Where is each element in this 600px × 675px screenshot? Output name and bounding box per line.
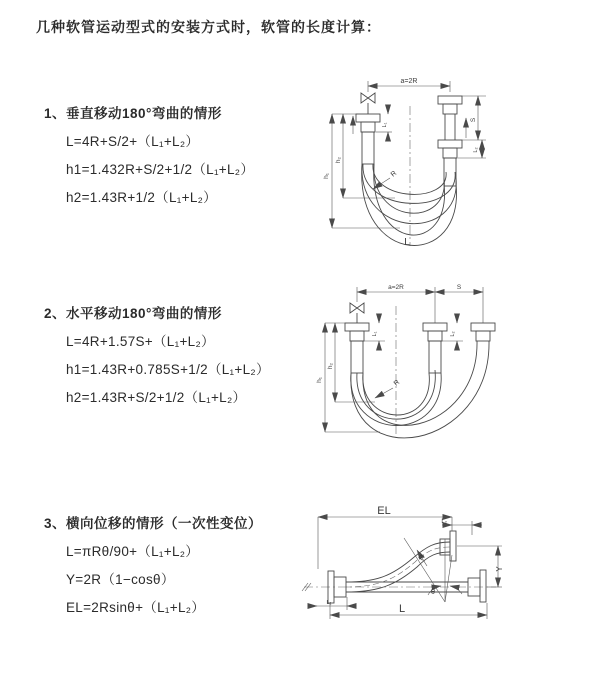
dim-label-h2: h₂ xyxy=(335,156,342,164)
displaced-flange-fitting xyxy=(440,531,456,561)
dim-label-l1: L₁ xyxy=(372,331,378,337)
hose-u-bend xyxy=(351,341,489,438)
lateral-displacement-diagram xyxy=(300,495,600,665)
dim-label-theta: θ xyxy=(430,587,436,596)
hose-u-bend xyxy=(362,164,457,245)
dim-label-a2r: a=2R xyxy=(388,284,404,291)
formula-line: EL=2Rsinθ+（L₁+L₂） xyxy=(66,600,206,615)
dim-label-h1: h₁ xyxy=(323,173,330,179)
displaced-flange-fitting xyxy=(471,323,495,341)
dim-label-l1: L₁ xyxy=(326,600,332,606)
right-flange-fitting xyxy=(438,96,462,186)
dim-label-l: L xyxy=(404,237,410,248)
section-2-heading: 2、水平移动180°弯曲的情形 xyxy=(44,306,222,321)
dim-label-r: R xyxy=(392,378,402,388)
horizontal-bend-diagram xyxy=(295,280,595,460)
section-1-heading: 1、垂直移动180°弯曲的情形 xyxy=(44,106,222,121)
dim-label-a2r: a=2R xyxy=(400,78,418,85)
dim-label-l2: L₂ xyxy=(450,331,456,337)
formula-line: L=πRθ/90+（L₁+L₂） xyxy=(66,544,200,559)
dim-label-h1: h₁ xyxy=(316,377,323,383)
formula-line: h2=1.43R+1/2（L₁+L₂） xyxy=(66,190,217,205)
dim-label-l1: L₁ xyxy=(382,122,388,128)
formula-line: Y=2R（1−cosθ） xyxy=(66,572,175,587)
section-lateral-displacement xyxy=(44,512,262,626)
left-flange-fitting xyxy=(345,323,369,373)
formula-line: L=4R+1.57S+（L₁+L₂） xyxy=(66,334,215,349)
braided-hose-section xyxy=(362,132,374,164)
hose-straight-position xyxy=(346,570,486,602)
dim-label-l: L xyxy=(398,603,406,615)
section-horizontal-movement xyxy=(44,302,270,416)
vertical-bend-diagram xyxy=(300,68,600,263)
dim-label-el: EL xyxy=(377,505,391,517)
formula-line: h2=1.43R+S/2+1/2（L₁+L₂） xyxy=(66,390,247,405)
page-title: 几种软管运动型式的安装方式时，软管的长度计算： xyxy=(36,19,381,35)
valve-icon xyxy=(361,93,375,114)
dim-label-r: R xyxy=(417,553,427,563)
dim-label-y: Y xyxy=(495,566,504,572)
section-vertical-movement xyxy=(44,102,254,216)
formula-line: h1=1.43R+0.785S+1/2（L₁+L₂） xyxy=(66,362,270,377)
hose-s-curve xyxy=(346,542,450,592)
valve-icon xyxy=(350,303,364,323)
dim-label-l2: L₂ xyxy=(473,147,479,153)
dim-label-s: S xyxy=(470,117,477,123)
middle-flange-fitting xyxy=(423,323,447,373)
dim-label-h2: h₂ xyxy=(327,362,334,370)
section-3-heading: 3、横向位移的情形（一次性变位） xyxy=(44,516,263,531)
braided-hose-section xyxy=(429,341,441,373)
left-flange-fitting xyxy=(356,114,380,164)
dim-label-r: R xyxy=(389,169,399,179)
dim-label-l2: L₂ xyxy=(441,519,447,525)
braided-hose-section xyxy=(351,341,363,373)
formula-line: h1=1.432R+S/2+1/2（L₁+L₂） xyxy=(66,162,255,177)
formula-line: L=4R+S/2+（L₁+L₂） xyxy=(66,134,200,149)
dim-label-s: S xyxy=(456,284,462,291)
